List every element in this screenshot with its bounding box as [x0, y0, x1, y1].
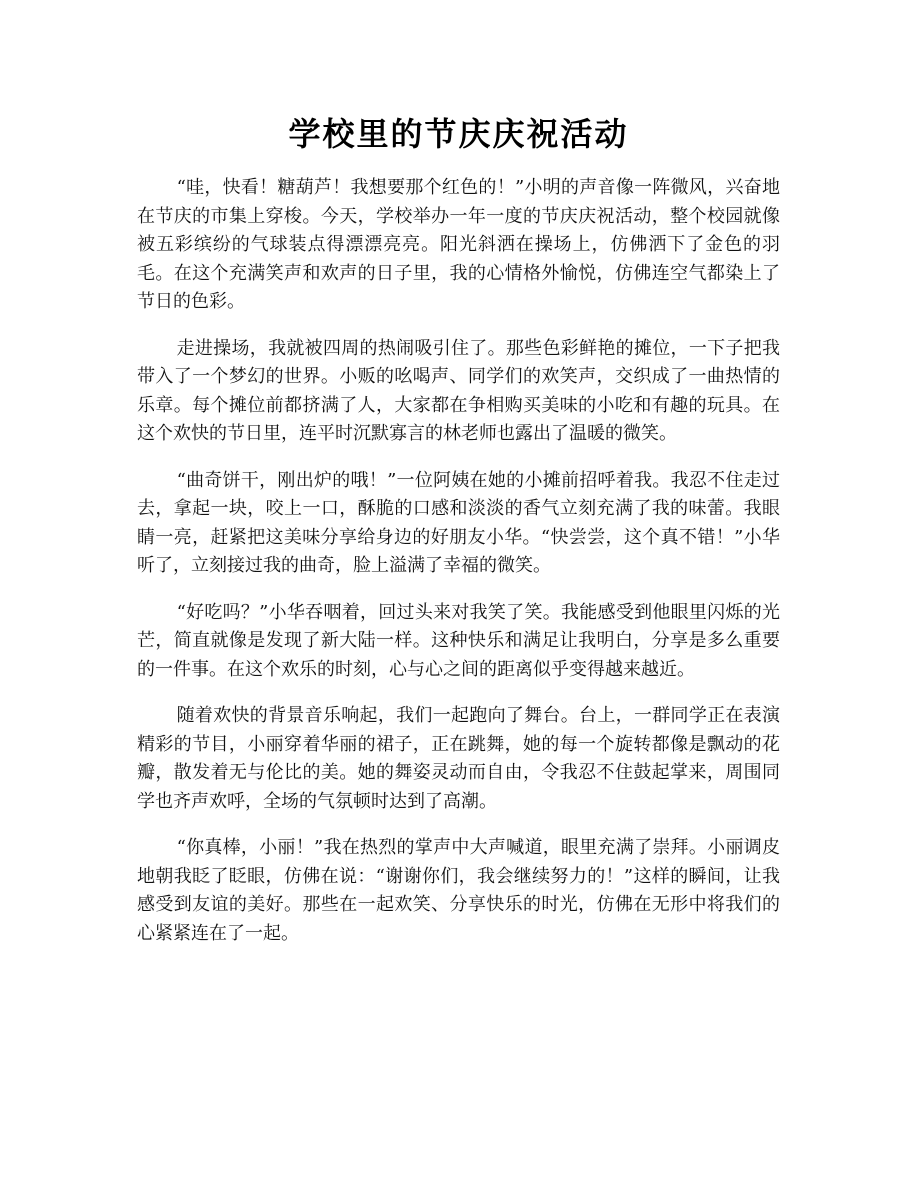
paragraph-4: “好吃吗？”小华吞咽着，回过头来对我笑了笑。我能感受到他眼里闪烁的光芒，简直就像是发现了新大陆一样。这种快乐和满足让我明白，分享是多么重要的一件事。在这个欢乐的时刻，心与心之间的距离似乎变得越来越近。 — [137, 601, 780, 680]
paragraph-6: “你真棒，小丽！”我在热烈的掌声中大声喊道，眼里充满了崇拜。小丽调皮地朝我眨了眨眼，仿佛在说：“谢谢你们，我会继续努力的！”这样的瞬间，让我感受到友谊的美好。那些在一起欢笑、分享快乐的时光，仿佛在无形中将我们的心紧紧连在了一起。 — [137, 837, 780, 944]
paragraph-3: “曲奇饼干，刚出炉的哦！”一位阿姨在她的小摊前招呼着我。我忍不住走过去，拿起一块，咬上一口，酥脆的口感和淡淡的香气立刻充满了我的味蕾。我眼睛一亮，赶紧把这美味分享给身边的好朋友小华。“快尝尝，这个真不错！”小华听了，立刻接过我的曲奇，脸上溢满了幸福的微笑。 — [137, 469, 780, 576]
paragraph-1: “哇，快看！糖葫芦！我想要那个红色的！”小明的声音像一阵微风，兴奋地在节庆的市集上穿梭。今天，学校举办一年一度的节庆庆祝活动，整个校园就像被五彩缤纷的气球装点得漂漂亮亮。阳光斜洒在操场上，仿佛洒下了金色的羽毛。在这个充满笑声和欢声的日子里，我的心情格外愉悦，仿佛连空气都染上了节日的色彩。 — [137, 177, 780, 312]
paragraph-5: 随着欢快的背景音乐响起，我们一起跑向了舞台。台上，一群同学正在表演精彩的节目，小丽穿着华丽的裙子，正在跳舞，她的每一个旋转都像是飘动的花瓣，散发着无与伦比的美。她的舞姿灵动而自由，令我忍不住鼓起掌来，周围同学也齐声欢呼，全场的气氛顿时达到了高潮。 — [137, 705, 780, 812]
document-title: 学校里的节庆庆祝活动 — [288, 115, 629, 153]
paragraph-2: 走进操场，我就被四周的热闹吸引住了。那些色彩鲜艳的摊位，一下子把我带入了一个梦幻的世界。小贩的吆喝声、同学们的欢笑声，交织成了一曲热情的乐章。每个摊位前都挤满了人，大家都在争相购买美味的小吃和有趣的玩具。在这个欢快的节日里，连平时沉默寡言的林老师也露出了温暖的微笑。 — [137, 337, 780, 444]
